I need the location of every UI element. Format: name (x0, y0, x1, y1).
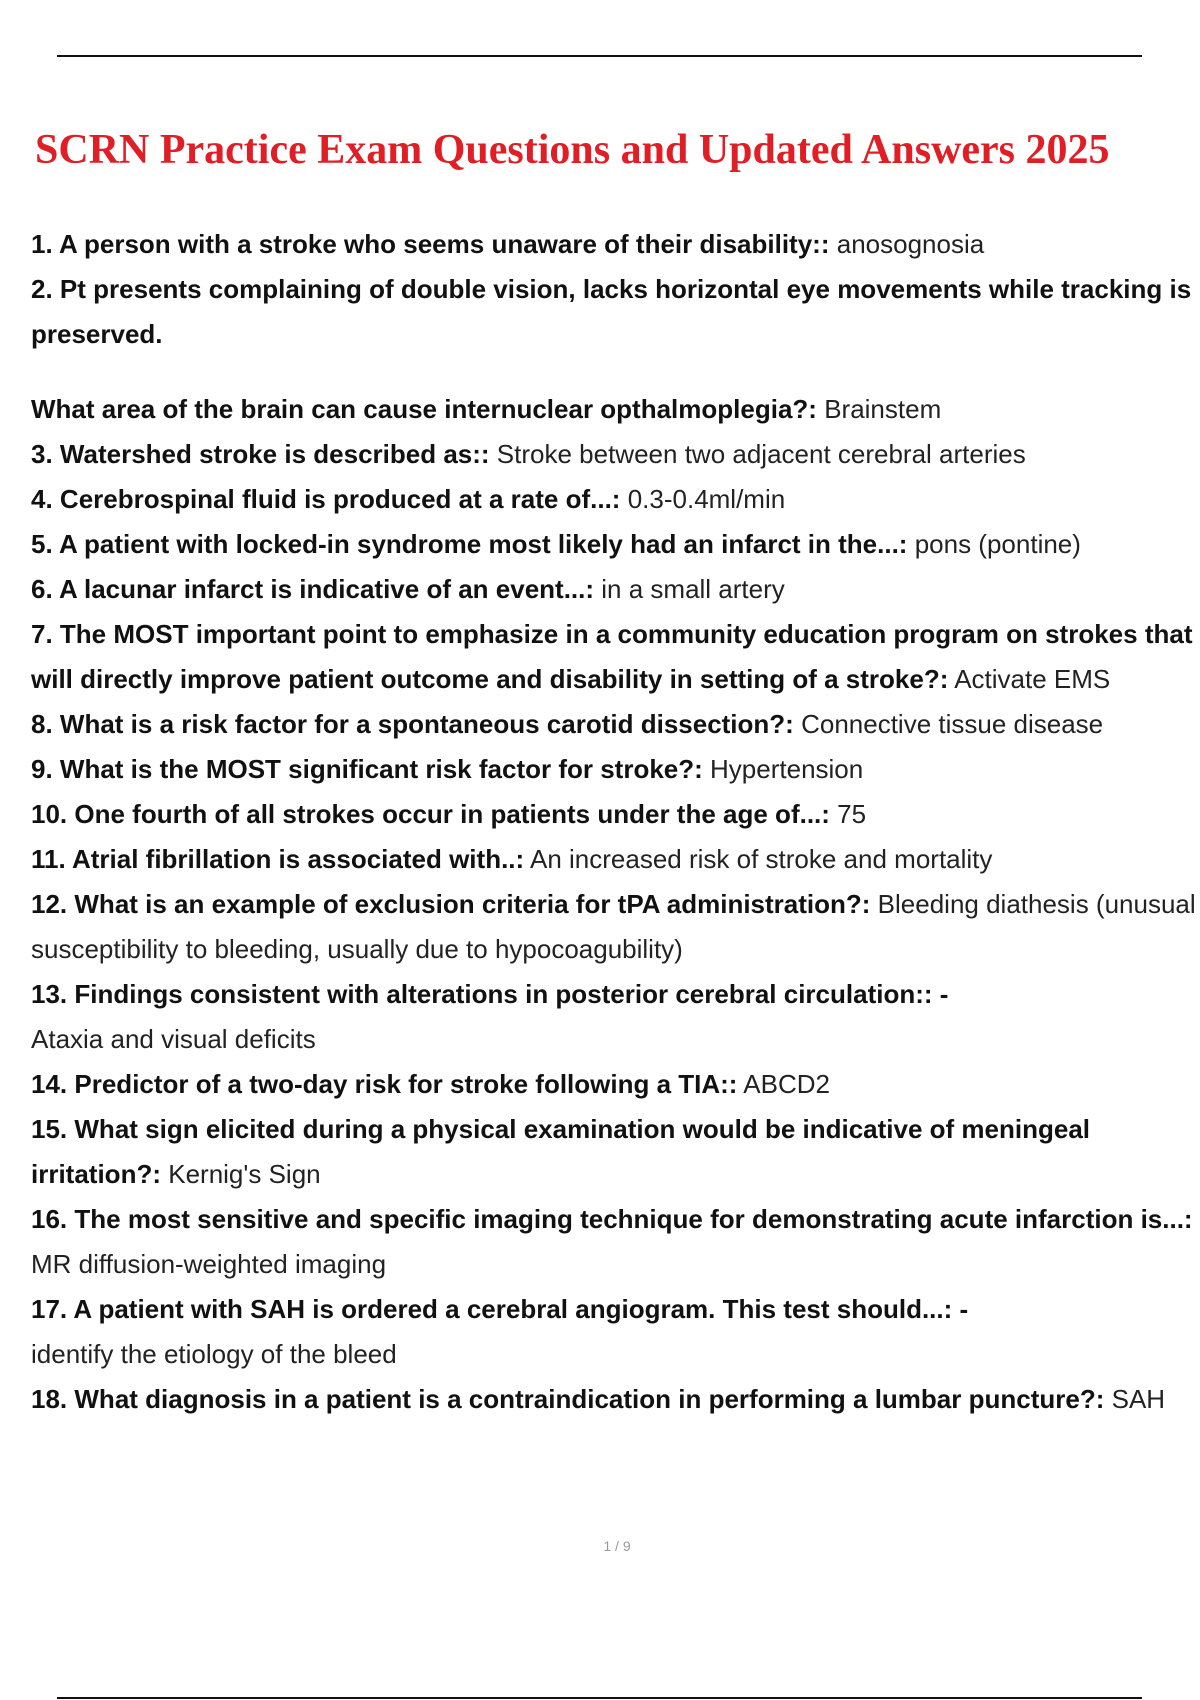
qa-item-2-continued (31, 387, 1200, 432)
question-5: 5. A patient with locked-in syndrome most likely had an infarct in the...: (31, 529, 908, 559)
question-9: 9. What is the MOST significant risk factor for stroke?: (31, 754, 703, 784)
page-title: SCRN Practice Exam Questions and Updated Answers 2025 (35, 127, 1110, 173)
answer-14: ABCD2 (743, 1069, 830, 1099)
qa-item-12 (31, 882, 1200, 972)
answer-1: anosognosia (836, 229, 985, 259)
answer-9: Hypertension (710, 754, 864, 784)
question-13: 13. Findings consistent with alterations in posterior cerebral circulation:: - (31, 979, 949, 1009)
answer-11: An increased risk of stroke and mortality (529, 844, 993, 874)
answer-8: Connective tissue disease (801, 709, 1104, 739)
qa-item-1 (31, 222, 1200, 267)
question-14: 14. Predictor of a two-day risk for stroke following a TIA:: (31, 1069, 738, 1099)
question-10: 10. One fourth of all strokes occur in patients under the age of...: (31, 799, 830, 829)
qa-item-4 (31, 477, 1200, 522)
qa-item-10 (31, 792, 1200, 837)
question-1: 1. A person with a stroke who seems unaware of their disability:: (31, 229, 830, 259)
answer-7: Activate EMS (954, 664, 1111, 694)
question-8: 8. What is a risk factor for a spontaneous carotid dissection?: (31, 709, 794, 739)
qa-item-2 (31, 267, 1200, 357)
question-16: 16. The most sensitive and specific imaging technique for demonstrating acute infarction is...: (31, 1204, 1193, 1234)
question-3: 3. Watershed stroke is described as:: (31, 439, 490, 469)
answer-18: SAH (1111, 1384, 1166, 1414)
qa-item-18 (31, 1377, 1200, 1422)
question-17: 17. A patient with SAH is ordered a cerebral angiogram. This test should...: - (31, 1294, 969, 1324)
question-11: 11. Atrial fibrillation is associated with..: (31, 844, 525, 874)
paragraph-gap (31, 357, 1200, 387)
qa-item-15 (31, 1107, 1200, 1197)
answer-3: Stroke between two adjacent cerebral arteries (496, 439, 1026, 469)
qa-item-7 (31, 612, 1200, 702)
bottom-rule (57, 1697, 1142, 1699)
answer-12: Bleeding diathesis (unusual susceptibility to bleeding, usually due to hypocoagubility) (31, 889, 1196, 964)
question-list (31, 222, 1200, 1422)
qa-item-13 (31, 972, 1200, 1062)
qa-item-16 (31, 1197, 1200, 1287)
qa-item-14 (31, 1062, 1200, 1107)
qa-item-17 (31, 1287, 1200, 1377)
page-indicator: 1 / 9 (603, 1538, 631, 1554)
question-7: 7. The MOST important point to emphasize in a community education program on strokes that will directly improve patient outcome and disability in setting of a stroke?: (31, 619, 1193, 694)
answer-13: Ataxia and visual deficits (31, 1024, 316, 1054)
question-15: 15. What sign elicited during a physical examination would be indicative of meningeal irritation?: (31, 1114, 1091, 1189)
answer-6: in a small artery (601, 574, 785, 604)
qa-item-11 (31, 837, 1200, 882)
question-2: 2. Pt presents complaining of double vision, lacks horizontal eye movements while tracking is preserved. (31, 274, 1192, 349)
answer-16: MR diffusion-weighted imaging (31, 1249, 387, 1279)
answer-4: 0.3-0.4ml/min (627, 484, 786, 514)
qa-item-3 (31, 432, 1200, 477)
answer-10: 75 (837, 799, 867, 829)
qa-item-9 (31, 747, 1200, 792)
question-12: 12. What is an example of exclusion criteria for tPA administration?: (31, 889, 871, 919)
qa-item-8 (31, 702, 1200, 747)
answer-5: pons (pontine) (914, 529, 1081, 559)
answer-15: Kernig's Sign (168, 1159, 321, 1189)
answer-17: identify the etiology of the bleed (31, 1339, 397, 1369)
answer-2: Brainstem (824, 394, 942, 424)
question-2-part-2: What area of the brain can cause internuclear opthalmoplegia?: (31, 394, 817, 424)
top-rule (57, 55, 1142, 57)
question-6: 6. A lacunar infarct is indicative of an event...: (31, 574, 595, 604)
question-18: 18. What diagnosis in a patient is a contraindication in performing a lumbar puncture?: (31, 1384, 1105, 1414)
question-4: 4. Cerebrospinal fluid is produced at a rate of...: (31, 484, 621, 514)
qa-item-5 (31, 522, 1200, 567)
qa-item-6 (31, 567, 1200, 612)
